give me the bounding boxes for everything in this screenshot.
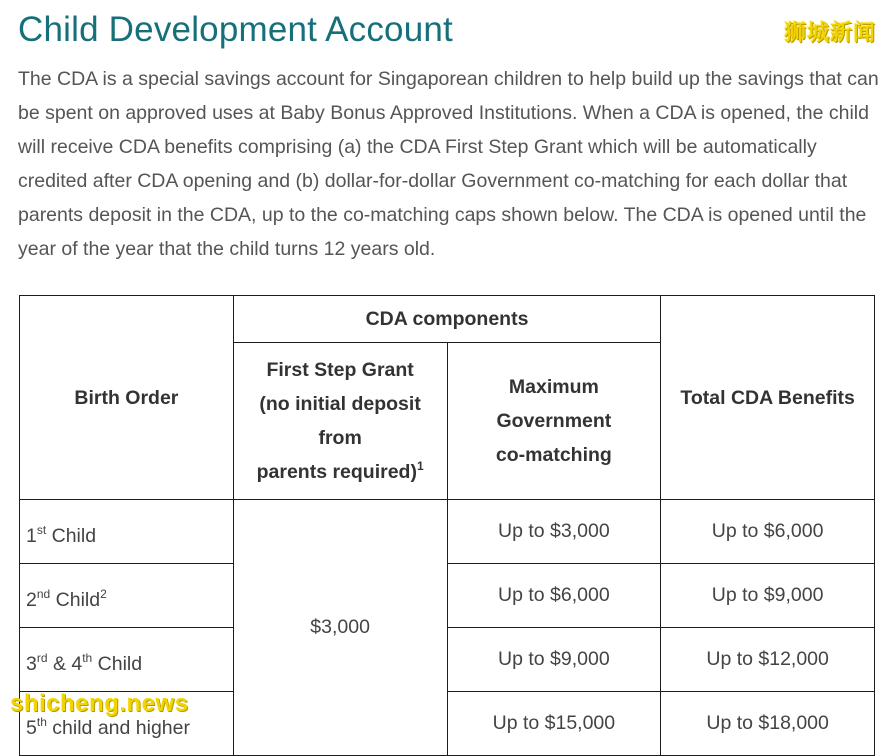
max-co-matching-cell: Up to $6,000 <box>447 564 661 628</box>
total-benefits-cell: Up to $6,000 <box>661 500 875 564</box>
header-birth-order: Birth Order <box>20 296 234 500</box>
footnote-marker: 1 <box>416 459 424 473</box>
watermark-logo-top: 狮城新闻 <box>783 21 876 46</box>
header-cda-components: CDA components <box>233 296 661 343</box>
watermark-logo-bottom: shicheng.news <box>10 690 189 717</box>
max-co-matching-cell: Up to $3,000 <box>447 500 661 564</box>
cda-benefits-table <box>19 295 875 756</box>
header-first-step-line: (no initial deposit <box>259 393 421 415</box>
header-first-step-line: First Step Grant <box>266 359 414 381</box>
header-max-line: Government <box>496 410 612 432</box>
header-max-line: co-matching <box>495 444 612 466</box>
header-max-co-matching <box>447 343 661 500</box>
max-co-matching-cell: Up to $15,000 <box>447 692 661 756</box>
table-header-row <box>20 296 875 343</box>
total-benefits-cell: Up to $9,000 <box>661 564 875 628</box>
header-max-line: Maximum <box>508 376 599 398</box>
intro-paragraph: The CDA is a special savings account for Singaporean children to help build up the savings that can be spent on approved uses at Baby Bonus Approved Institutions. When a CDA is opened, the child will receive CDA benefits comprising (a) the CDA First Step Grant which will be automatically credited after CDA opening and (b) dollar-for-dollar Government co-matching for each dollar that parents deposit in the CDA, up to the co-matching caps shown below. The CDA is opened until the year of the year that the child turns 12 years old. <box>18 68 879 260</box>
birth-order-cell: 3rd & 4th Child <box>20 628 234 692</box>
birth-order-cell: 2nd Child$^2$ <box>20 564 234 628</box>
birth-order-cell: 5th child and higher <box>20 692 234 756</box>
birth-order-cell: 1st Child <box>20 500 234 564</box>
header-first-step-line: from <box>318 427 362 449</box>
page-title: Child Development Account <box>18 10 453 49</box>
header-first-step-grant <box>233 343 447 500</box>
table-row <box>20 564 875 628</box>
header-total-cda-benefits: Total CDA Benefits <box>661 296 875 500</box>
total-benefits-cell: Up to $12,000 <box>661 628 875 692</box>
max-co-matching-cell: Up to $9,000 <box>447 628 661 692</box>
total-benefits-cell: Up to $18,000 <box>661 692 875 756</box>
first-step-grant-amount: $3,000 <box>233 500 447 756</box>
header-first-step-line: parents required) <box>256 461 417 483</box>
table-row <box>20 500 875 564</box>
table-row <box>20 628 875 692</box>
